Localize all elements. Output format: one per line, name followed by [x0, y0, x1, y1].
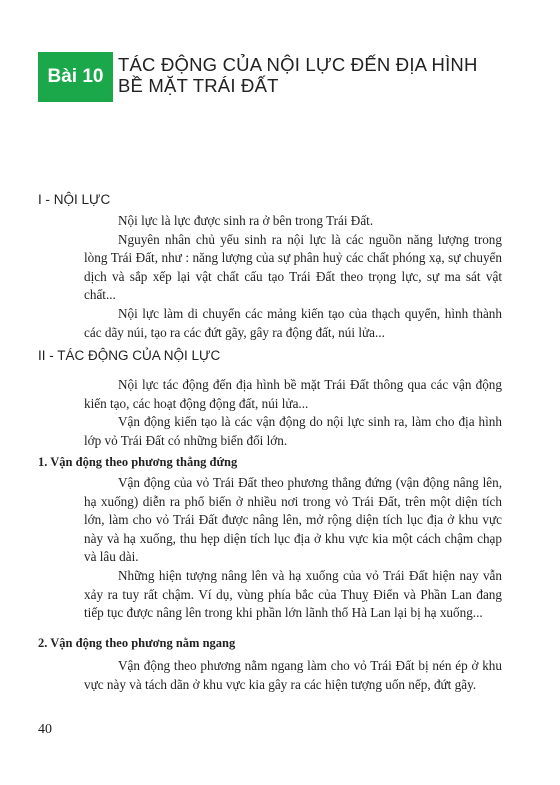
lesson-badge: Bài 10: [38, 52, 113, 102]
paragraph: Nội lực tác động đến địa hình bề mặt Trái Đất thông qua các vận động kiến tạo, các hoạt động động đất, núi lửa...: [84, 377, 502, 411]
paragraph: Vận động theo phương nằm ngang làm cho vỏ Trái Đất bị nén ép ở khu vực này và tách dãn ở khu vực kia gây ra các hiện tượng uốn nếp, đứt gãy.: [84, 658, 502, 692]
paragraph: Nội lực là lực được sinh ra ở bên trong Trái Đất.: [118, 213, 374, 228]
paragraph: Nội lực làm di chuyển các mảng kiến tạo của thạch quyển, hình thành các dãy núi, tạo ra các đứt gãy, gây ra động đất, núi lửa...: [84, 305, 502, 340]
paragraph: Vận động của vỏ Trái Đất theo phương thẳng đứng (vận động nâng lên, hạ xuống) diễn ra phổ biến ở nhiều nơi trong vỏ Trái Đất, trên một diện tích lớn, làm cho vỏ Trái Đất được nâng lên, mở rộng diện tích lục địa ở khu vực này và hạ xuống, thu hẹp diện tích lục địa ở khu vực kia một cách chậm chạp và lâu dài.: [84, 475, 502, 565]
paragraph: Vận động kiến tạo là các vận động do nội lực sinh ra, làm cho địa hình lớp vỏ Trái Đất có những biến đổi lớn.: [84, 414, 502, 448]
lesson-title-line-1: TÁC ĐỘNG CỦA NỘI LỰC ĐẾN ĐỊA HÌNH: [118, 54, 478, 75]
section-2-body: [84, 376, 502, 450]
lesson-title-line-2: BỀ MẶT TRÁI ĐẤT: [118, 75, 279, 96]
paragraph: Những hiện tượng nâng lên và hạ xuống của vỏ Trái Đất hiện nay vẫn xảy ra tuy rất chậm. Ví dụ, vùng phía bắc của Thuỵ Điển và Phần Lan đang tiếp tục được nâng lên trong khi phần lớn lãnh thổ Hà Lan lại bị hạ xuống...: [84, 567, 502, 621]
section-heading-noi-luc: I - NỘI LỰC: [38, 192, 111, 207]
sub-1-body: [84, 474, 502, 623]
sub-heading-horizontal-movement: 2. Vận động theo phương nằm ngang: [38, 636, 236, 650]
page-number: 40: [38, 722, 52, 737]
sub-heading-vertical-movement: 1. Vận động theo phương thẳng đứng: [38, 455, 238, 469]
section-1-body: [84, 212, 502, 342]
sub-2-body: [84, 657, 502, 694]
section-heading-tac-dong: II - TÁC ĐỘNG CỦA NỘI LỰC: [38, 348, 221, 363]
lesson-title: [118, 54, 518, 96]
paragraph: Nguyên nhân chủ yếu sinh ra nội lực là các nguồn năng lượng trong lòng Trái Đất, như : năng lượng của sự phân huỷ các chất phóng xạ, sự chuyển dịch và sắp xếp lại vật chất cấu tạo Trái Đất theo trọng lực, sự ma sát vật chất...: [84, 231, 502, 303]
